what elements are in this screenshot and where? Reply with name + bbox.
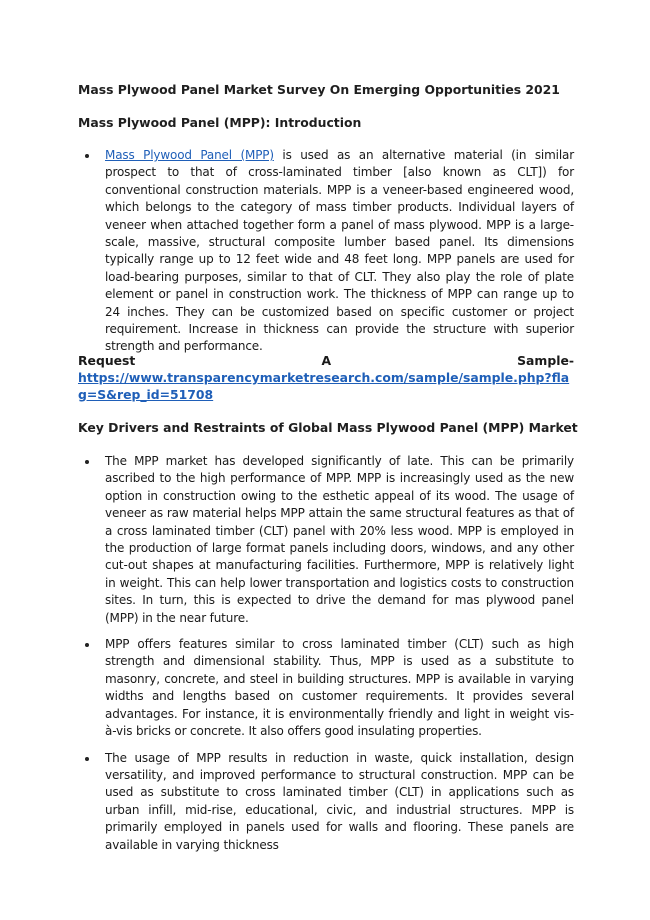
- document-title: Mass Plywood Panel Market Survey On Emerging Opportunities 2021: [78, 82, 560, 97]
- bullet-icon: [85, 757, 89, 761]
- bullet-icon: [85, 643, 89, 647]
- driver-text: The MPP market has developed significantly of late. This can be primarily ascribed to the high performance of MPP. MPP is increasingly used as the new option in construction owing to the esthetic appeal of its wood. The usage of veneer as raw material helps MPP attain the same structural features as that of a cross laminated timber (CLT) panel with 20% less wood. MPP is employed in the production of large format panels including doors, windows, and any other cut-out shapes at manufacturing facilities. Furthermore, MPP is relatively light in weight. This can help lower transportation and logistics costs to construction sites. In turn, this is expected to drive the demand for mas plywood panel (MPP) in the near future.: [105, 454, 574, 625]
- driver-item: [78, 636, 574, 740]
- driver-text: MPP offers features similar to cross laminated timber (CLT) such as high strength and dimensional stability. Thus, MPP is used as a substitute to masonry, concrete, and steel in building structures. MPP is available in varying widths and lengths based on customer requirements. It provides several advantages. For instance, it is environmentally friendly and light in weight vis-à-vis bricks or concrete. It also offers good insulating properties.: [105, 637, 574, 739]
- a-word: A: [321, 353, 332, 368]
- drivers-list: [78, 453, 574, 854]
- mpp-link[interactable]: Mass Plywood Panel (MPP): [105, 148, 274, 162]
- intro-heading: Mass Plywood Panel (MPP): Introduction: [78, 115, 362, 130]
- bullet-icon: [85, 460, 89, 464]
- bullet-icon: [85, 154, 89, 158]
- intro-paragraph: [78, 147, 574, 356]
- drivers-heading: Key Drivers and Restraints of Global Mass Plywood Panel (MPP) Market: [78, 420, 578, 435]
- request-sample-line: [78, 352, 574, 369]
- driver-item: [78, 750, 574, 854]
- driver-item: [78, 453, 574, 627]
- intro-list: [78, 147, 574, 356]
- sample-url-link[interactable]: https://www.transparencymarketresearch.com/sample/sample.php?flag=S&rep_id=51708: [78, 370, 570, 402]
- driver-text: The usage of MPP results in reduction in waste, quick installation, design versatility, and improved performance to structural construction. MPP can be used as substitute to cross laminated timber (CLT) in applications such as urban infill, mid-rise, educational, civic, and industrial structures. MPP is primarily employed in panels used for walls and flooring. These panels are available in varying thickness: [105, 750, 574, 852]
- request-word: Request: [78, 353, 136, 368]
- sample-word: Sample-: [517, 353, 574, 368]
- intro-text: is used as an alternative material (in similar prospect to that of cross-laminated timber [also known as CLT]) for conventional construction materials. MPP is a veneer-based engineered wood, which belongs to the category of mass timber products. Individual layers of veneer when attached together form a panel of mass plywood. MPP is a large-scale, massive, structural composite lumber based panel. Its dimensions typically range up to 12 feet wide and 48 feet long. MPP panels are used for load-bearing purposes, similar to that of CLT. They also play the role of plate element or panel in construction work. The thickness of MPP can range up to 24 inches. They can be customized based on specific customer or project requirement. Increase in thickness can provide the structure with superior strength and performance.: [105, 148, 574, 354]
